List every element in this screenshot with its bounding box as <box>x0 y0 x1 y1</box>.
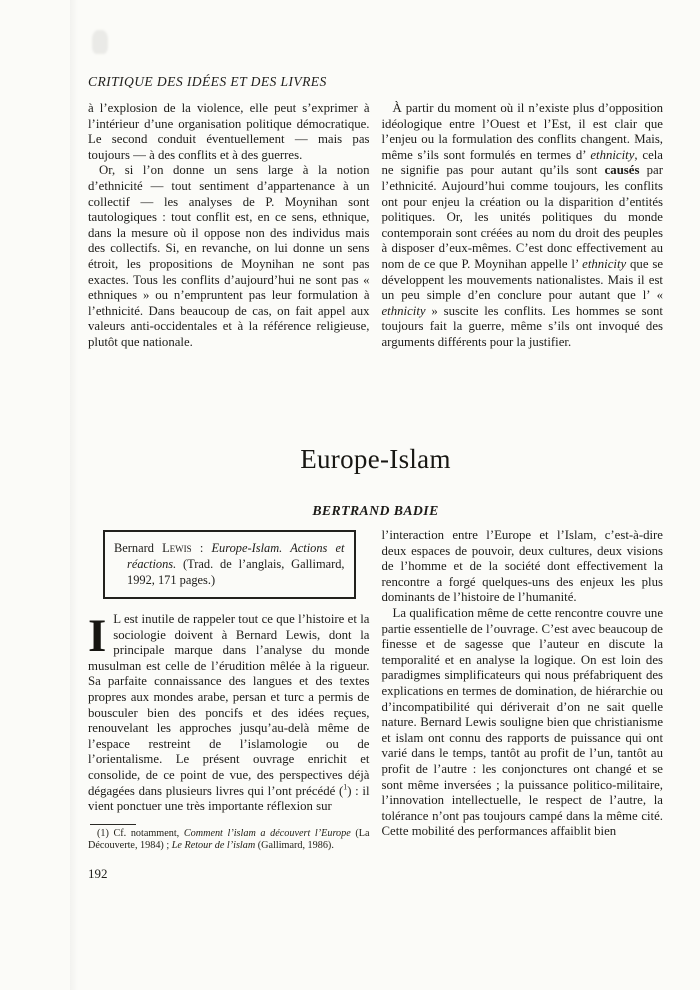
lead-paragraph <box>88 612 370 815</box>
top-right-column <box>382 101 664 351</box>
scan-smudge <box>92 30 108 54</box>
article-body <box>88 528 663 882</box>
page-spine-shading <box>70 0 78 990</box>
article-left-column <box>88 528 370 882</box>
page-number: 192 <box>88 865 108 881</box>
article-author: BERTRAND BADIE <box>312 503 439 518</box>
article-right-column <box>382 528 664 882</box>
article-title: Europe-Islam <box>300 444 451 474</box>
paragraph: Or, si l’on donne un sens large à la notion d’ethnicité — tout sentiment d’appartenance à un collectif — les analyses de P. Moynihan sont tautologiques : tout conflit est, en ce sens, ethnique, dans la mesure où il oppose non des individus mais des collectifs. Si, en revanche, on lui donne un sens étroit, les propositions de Moynihan ne sont pas exactes. Tous les conflits d’aujourd’hui ne sont pas « ethniques » ou n’empruntent pas leur formulation à l’ethnicité. Dans beaucoup de cas, on fait appel aux valeurs anti-occidentales et à la référence religieuse, plutôt que nationale. <box>88 163 370 349</box>
book-reference: Bernard Lewis : Europe-Islam. Actions et réactions. (Trad. de l’anglais, Gallimard, 1992, 171 pages.) <box>114 541 345 587</box>
footnote-separator <box>90 824 136 825</box>
paragraph: La qualification même de cette rencontre couvre une partie essentielle de l’ouvrage. C’est avec beaucoup de finesse et de sagesse que l’auteur en discute la temporalité et en analyse la logique. On est loin des paradigmes simplificateurs qui nous préfabriquent des explications en termes de domination, de hiérarchie ou d’incompatibilité qui dériverait d’on ne sait quelle nature. Bernard Lewis souligne bien que christianisme et islam ont connu des rapports de puissance qui ont varié dans le temps, tantôt au profit de l’un, tantôt au profit de l’autre : les conjonctures ont changé et se sont même inversées ; la puissance politico-militaire, l’innovation intellectuelle, le respect de l’autre, la tolérance n’ont pas toujours campé dans la même cité. Cette mobilité des performances affaiblit bien <box>381 605 663 839</box>
paragraph: À partir du moment où il n’existe plus d’opposition idéologique entre l’Ouest et l’Est, il est clair que l’enjeu ou la formulation des conflits changent. Mais, même s’ils sont formulés en termes d’ ethnicity, cela ne signifie pas pour autant qu’ils sont causés par l’ethnicité. Aujourd’hui comme toujours, les conflits ont pour enjeu la création ou la disparition d’entités politiques. Or, les unités politiques du monde contemporain sont créées au nom du droit des peuples à disposer d’eux-mêmes. C’est donc effectivement au nom de ce que P. Moynihan appelle l’ ethnicity que se développent les mouvements nationalistes. Mais il est un peu simple d’en conclure pour autant que l’ « ethnicity » suscite les conflits. Les hommes se sont toujours fait la guerre, même s’ils ont invoqué des arguments différents pour la justifier. <box>381 101 664 349</box>
paragraph: L est inutile de rappeler tout ce que l’histoire et la sociologie doivent à Bernard Lewis, dont la principale marque dans l’analyse du monde musulman est celle de l’érudition mêlée à la rigueur. Sa parfaite connaissance des langues et des textes propres aux mondes arabe, persan et turc a permis de bousculer bien des poncifs et des idées reçues, renouvelant les approches jusqu’au-delà même de l’espace restreint de l’islamologie ou de l’orientalisme. Le présent ouvrage enrichit et consolide, de ce point de vue, des perspectives déjà dégagées dans plusieurs livres qui l’ont précédé ($^1$) : il vient ponctuer une très importante réflexion sur <box>88 612 370 814</box>
footnote-text: (1) Cf. notamment, Comment l’islam a découvert l’Europe (La Découverte, 1984) ; Le Retour de l’islam (Gallimard, 1986). <box>88 827 370 852</box>
top-left-column <box>88 101 370 351</box>
top-section <box>88 101 663 351</box>
paragraph: à l’explosion de la violence, elle peut s’exprimer à l’intérieur d’une organisation politique démocratique. Le second conduit éventuellement — mais pas toujours — à des conflits et à des guerres. <box>88 101 370 162</box>
reviewed-book-box <box>103 530 356 599</box>
footnote-block <box>88 824 370 853</box>
drop-cap: I <box>88 610 107 662</box>
running-head: CRITIQUE DES IDÉES ET DES LIVRES <box>88 74 327 89</box>
paragraph: l’interaction entre l’Europe et l’Islam, c’est-à-dire deux espaces de pouvoir, deux cultures, deux visions de l’homme et de la société dont effectivement la rencontre a forgé quelques-uns des enjeux les plus dominants de l’histoire de l’humanité. <box>381 528 663 605</box>
